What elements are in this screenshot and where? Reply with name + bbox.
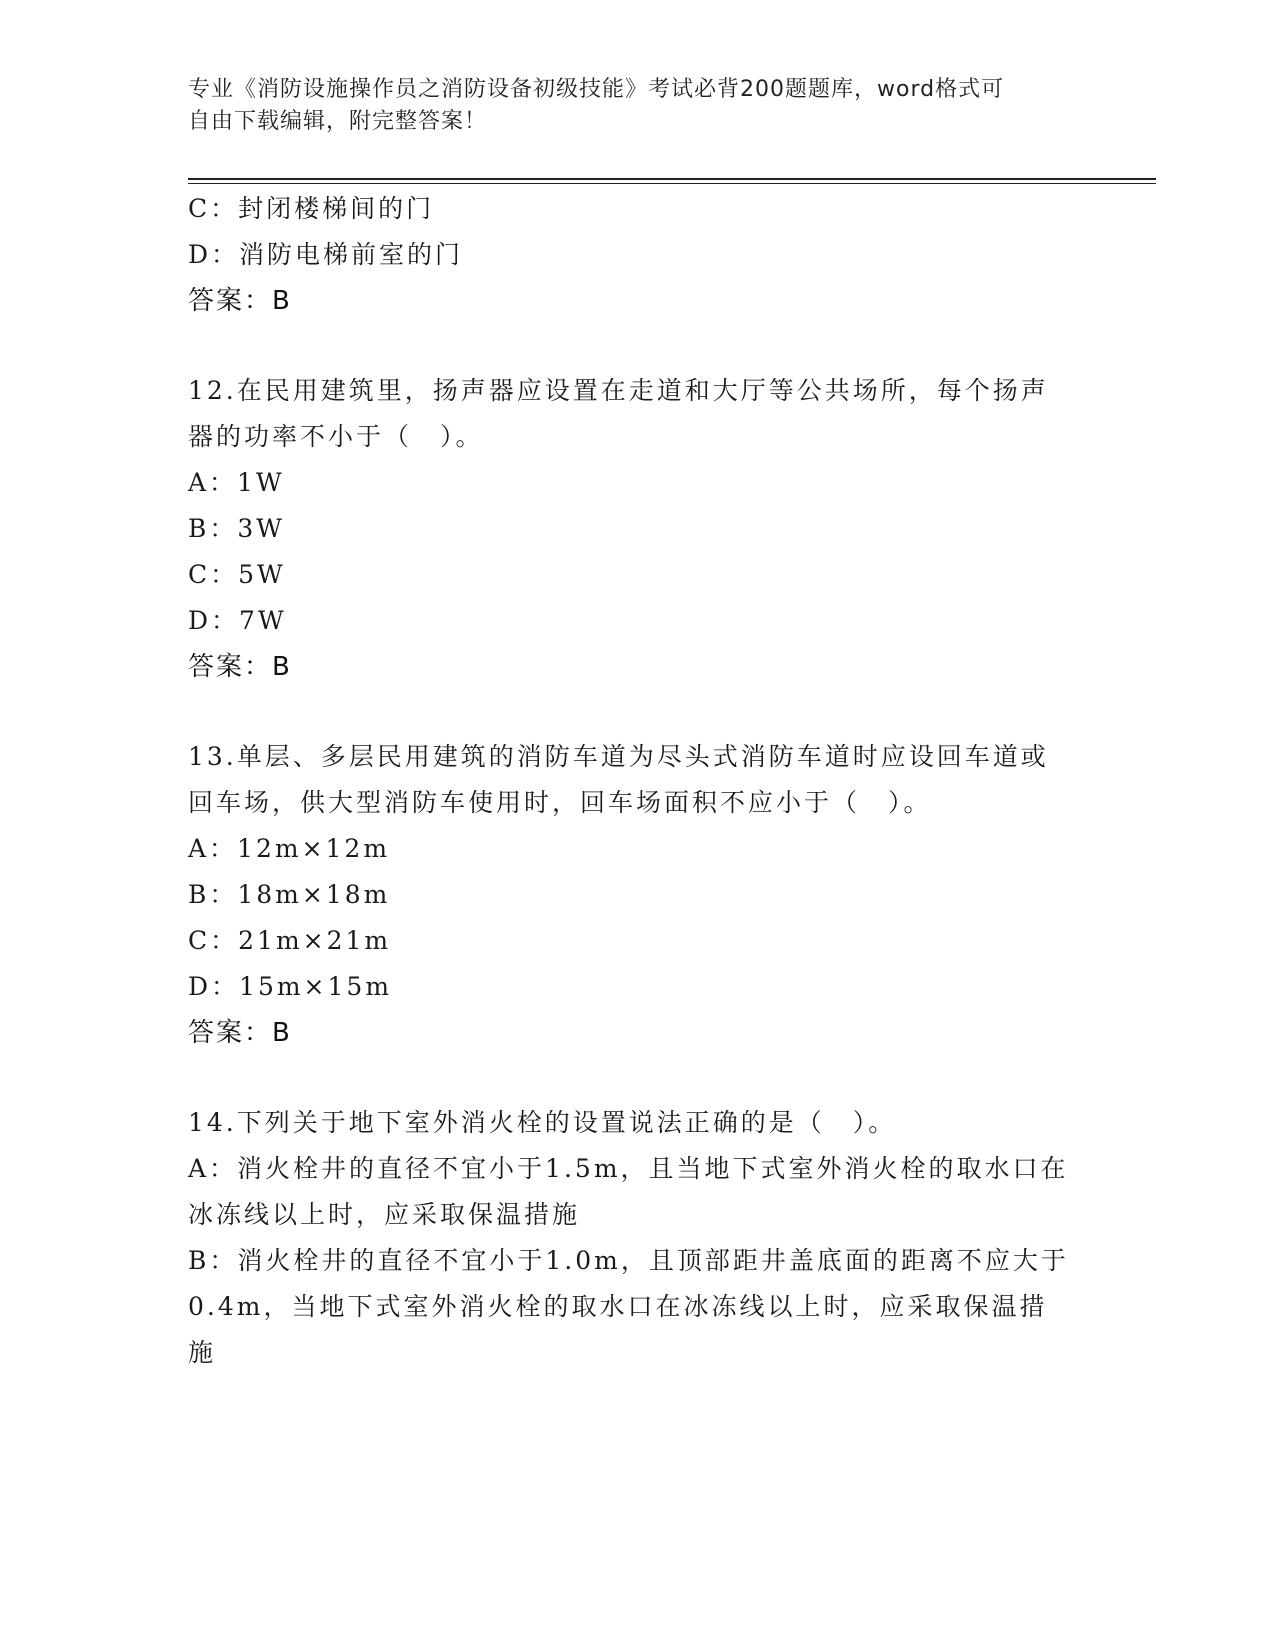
option-b: B：18m×18m <box>188 880 391 909</box>
question-12 <box>188 368 1088 690</box>
option-b: B：3W <box>188 514 285 543</box>
question-11-tail <box>188 186 1088 324</box>
header-line-2: 自由下载编辑，附完整答案！ <box>188 109 488 134</box>
option-c: C：5W <box>188 560 286 589</box>
option-b-line: 0.4m，当地下式室外消火栓的取水口在冰冻线以上时，应采取保温措 <box>188 1292 1048 1321</box>
option-a: A：1W <box>188 468 285 497</box>
header-rule-thin <box>188 183 1156 184</box>
question-13 <box>188 734 1088 1056</box>
answer-label: 答案：B <box>188 1018 292 1048</box>
option-a: A：12m×12m <box>188 834 391 863</box>
answer-label: 答案：B <box>188 652 292 682</box>
header-rule-thick <box>188 178 1156 180</box>
option-d: D：15m×15m <box>188 972 393 1001</box>
option-b-line: B：消火栓井的直径不宜小于1.0m，且顶部距井盖底面的距离不应大于 <box>188 1246 1069 1275</box>
option-c: C：21m×21m <box>188 926 392 955</box>
document-content <box>188 186 1088 1376</box>
question-stem-line: 12.在民用建筑里，扬声器应设置在走道和大厅等公共场所，每个扬声 <box>188 376 1049 405</box>
option-d: D：消防电梯前室的门 <box>188 240 464 269</box>
spacer <box>188 324 1088 368</box>
answer-label: 答案：B <box>188 286 292 316</box>
option-a-line: A：消火栓井的直径不宜小于1.5m，且当地下式室外消火栓的取水口在 <box>188 1154 1069 1183</box>
spacer <box>188 690 1088 734</box>
page-header <box>188 74 1068 138</box>
question-14 <box>188 1100 1088 1376</box>
question-stem-line: 14.下列关于地下室外消火栓的设置说法正确的是（ ）。 <box>188 1108 897 1137</box>
question-stem-line: 13.单层、多层民用建筑的消防车道为尽头式消防车道时应设回车道或 <box>188 742 1049 771</box>
option-a-line: 冰冻线以上时，应采取保温措施 <box>188 1200 581 1229</box>
header-line-1: 专业《消防设施操作员之消防设备初级技能》考试必背200题题库，word格式可 <box>188 77 1005 102</box>
question-stem-line: 回车场，供大型消防车使用时，回车场面积不应小于（ ）。 <box>188 788 932 817</box>
option-d: D：7W <box>188 606 287 635</box>
option-b-line: 施 <box>188 1338 217 1367</box>
option-c: C：封闭楼梯间的门 <box>188 194 435 223</box>
spacer <box>188 1056 1088 1100</box>
question-stem-line: 器的功率不小于（ ）。 <box>188 422 484 451</box>
